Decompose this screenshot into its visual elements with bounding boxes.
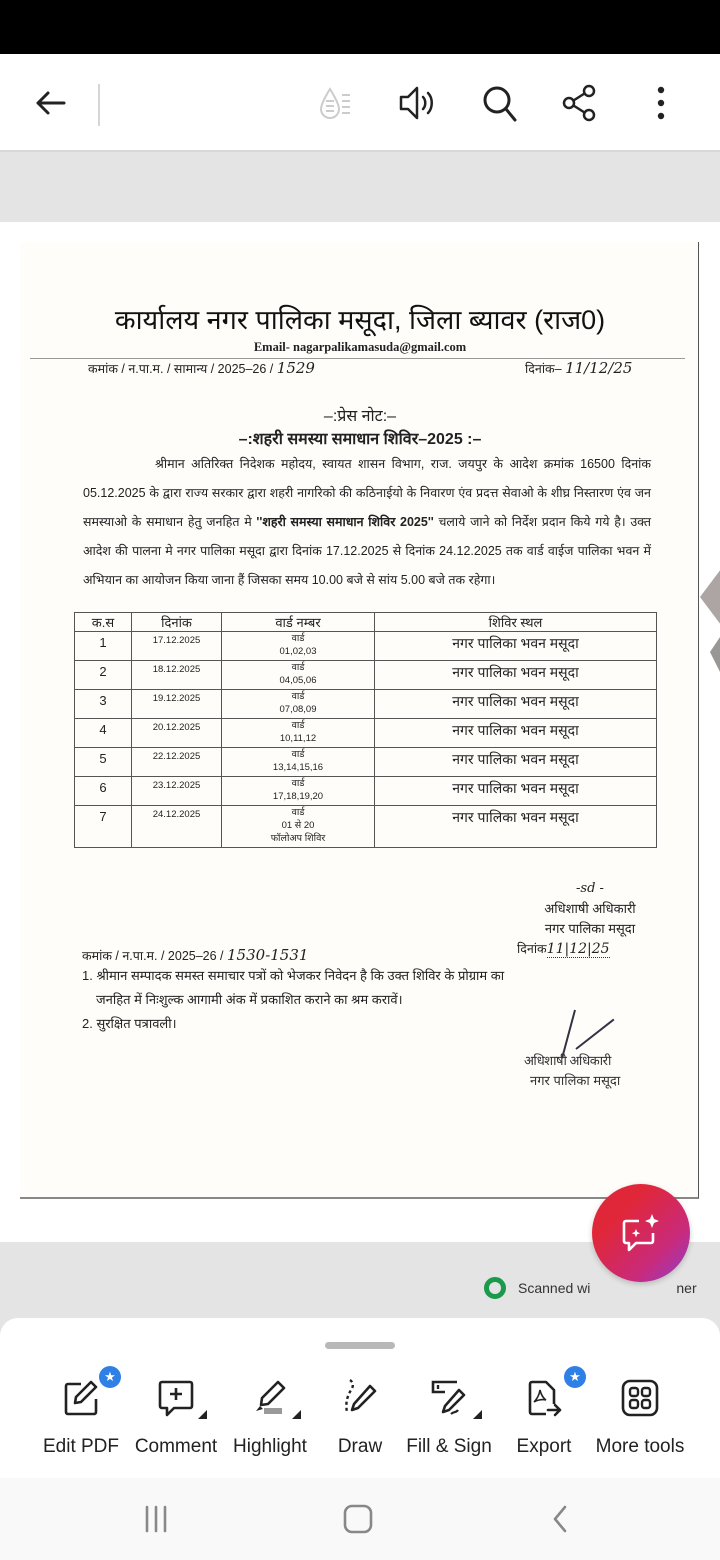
tool-export[interactable] — [496, 1369, 592, 1466]
table-row — [75, 719, 657, 748]
date-prefix: दिनांक– — [525, 362, 562, 376]
signatory-office: नगर पालिका मसूदा — [544, 921, 636, 936]
reference-number — [88, 359, 315, 377]
office-email: Email- nagarpalikamasuda@gmail.com — [253, 340, 467, 354]
search-button[interactable] — [480, 83, 520, 123]
system-back-icon — [548, 1504, 572, 1534]
cell-serial: 2 — [75, 661, 132, 690]
table-row — [75, 690, 657, 719]
stamp-office: नगर पालिका मसूदा — [530, 1073, 621, 1088]
tool-edit-pdf[interactable] — [33, 1369, 129, 1466]
scan-shadow — [710, 622, 720, 692]
tool-more-tools[interactable] — [592, 1376, 688, 1466]
signature-date-prefix: दिनांक — [517, 942, 547, 956]
cell-serial: 3 — [75, 690, 132, 719]
col-venue: शिविर स्थल — [375, 613, 657, 632]
home-icon — [342, 1503, 374, 1535]
more-options-button[interactable] — [641, 83, 681, 123]
read-aloud-icon — [398, 83, 438, 123]
tool-label: Export — [516, 1436, 572, 1457]
table-row — [75, 632, 657, 661]
new-feature-badge-icon: ★ — [564, 1366, 586, 1388]
cell-ward — [222, 661, 375, 690]
liquid-mode-button[interactable] — [318, 83, 358, 123]
ward-label: वार्ड — [291, 662, 305, 673]
ward-numbers: 01,02,03 — [279, 646, 317, 657]
office-title: कार्यालय नगर पालिका मसूदा, जिला ब्यावर (राज0) — [114, 305, 606, 335]
note-item: 2. सुरक्षित पत्रावली। — [82, 1016, 177, 1031]
body-text-1: श्रीमान अतिरिक्त निदेशक महोदय, स्वायत शासन विभाग, राज. जयपुर के आदेश क्रमांक 16500 दिनांक 05.12.2025 के द्वारा राज्य सरकार द्वारा शहरी नागरिको की कठिनाईयो के निवारण एंव प्रदत्त सेवाओ के शीघ्र निस्तारण एंव जन समस्याओ के समाधान हेतु जनहित मे — [83, 457, 651, 529]
schedule-table — [74, 612, 657, 848]
col-ward: वार्ड नम्बर — [222, 613, 375, 632]
more-tools-grid-icon — [620, 1378, 660, 1418]
cell-date: 22.12.2025 — [132, 748, 222, 777]
cell-date: 23.12.2025 — [132, 777, 222, 806]
ward-label: वार्ड — [291, 749, 305, 760]
draw-icon — [340, 1378, 380, 1418]
sheet-drag-handle[interactable] — [325, 1342, 395, 1349]
cell-venue: नगर पालिका भवन मसूदा — [375, 777, 657, 806]
dropdown-indicator-icon — [292, 1410, 301, 1419]
cell-date: 20.12.2025 — [132, 719, 222, 748]
note-item-continued: जनहित में निःशुल्क आगामी अंक में प्रकाशित कराने का श्रम करावें। — [96, 992, 403, 1007]
ward-label: वार्ड — [291, 691, 305, 702]
cell-ward — [222, 777, 375, 806]
scanner-watermark — [484, 1278, 697, 1298]
dropdown-indicator-icon — [473, 1410, 482, 1419]
recent-apps-icon — [141, 1504, 171, 1534]
scanner-text-end: ner — [676, 1280, 697, 1296]
tool-label: Draw — [337, 1436, 383, 1457]
highlight-icon — [250, 1378, 290, 1418]
export-pdf-icon — [524, 1378, 564, 1418]
signature-block-1 — [530, 879, 650, 939]
scanner-logo-icon — [484, 1277, 506, 1299]
cell-ward — [222, 748, 375, 777]
body-text-2: चलाये जाने को निर्देश प्रदान किये गये है। उक्त आदेश की पालना मे नगर पालिका मसूदा द्वारा दिनांक 17.12.2025 से दिनांक 24.12.2025 तक वार्ड वाईज पालिका भवन में अभियान का आयोजन किया जाना हैं जिसका समय 10.00 बजे से सांय 5.00 बजे तक रहेगा। — [83, 515, 651, 587]
ward-numbers: 01 से 20 — [281, 820, 315, 831]
cell-date: 24.12.2025 — [132, 806, 222, 848]
press-note-heading: –:प्रेस नोट:– — [323, 408, 397, 425]
table-header-row — [75, 613, 657, 632]
signature-mark: -sd - — [576, 881, 604, 896]
date-handwritten: 11/12/25 — [565, 359, 633, 377]
cell-date: 17.12.2025 — [132, 632, 222, 661]
ward-numbers: 07,08,09 — [279, 704, 317, 715]
cell-ward — [222, 806, 375, 848]
tool-label: More tools — [595, 1436, 685, 1457]
reference2-prefix: कमांक / न.पा.म. / 2025–26 / — [82, 949, 224, 963]
scanner-text: Scanned wi — [518, 1280, 591, 1296]
reference2-handwritten: 1530-1531 — [227, 946, 309, 964]
cell-venue: नगर पालिका भवन मसूदा — [375, 748, 657, 777]
ward-numbers: 10,11,12 — [279, 733, 317, 744]
back-button[interactable] — [30, 83, 70, 123]
col-serial: क.स — [75, 613, 132, 632]
tool-comment[interactable] — [128, 1376, 224, 1466]
cell-venue: नगर पालिका भवन मसूदा — [375, 719, 657, 748]
document-viewer[interactable] — [0, 152, 720, 1312]
cell-serial: 4 — [75, 719, 132, 748]
signature-date — [517, 940, 610, 957]
tool-label: Fill & Sign — [406, 1436, 492, 1457]
scanned-letter — [20, 242, 699, 1199]
signature-block-2 — [520, 1010, 660, 1100]
cell-serial: 5 — [75, 748, 132, 777]
cell-venue: नगर पालिका भवन मसूदा — [375, 690, 657, 719]
fill-sign-icon — [429, 1378, 469, 1418]
cell-ward — [222, 632, 375, 661]
body-paragraph — [83, 450, 651, 595]
ai-assistant-button[interactable] — [592, 1184, 690, 1282]
pdf-page — [0, 222, 720, 1296]
share-button[interactable] — [560, 83, 600, 123]
signature-stroke — [575, 1019, 614, 1050]
liquid-mode-icon — [318, 83, 358, 123]
cell-date: 19.12.2025 — [132, 690, 222, 719]
share-icon — [561, 84, 599, 122]
cell-date: 18.12.2025 — [132, 661, 222, 690]
dropdown-indicator-icon — [198, 1410, 207, 1419]
reference-handwritten: 1529 — [276, 359, 315, 377]
more-options-icon — [656, 85, 666, 121]
signatory-designation: अधिशाषी अधिकारी — [544, 901, 636, 916]
ward-numbers: 17,18,19,20 — [272, 791, 324, 802]
cell-serial: 7 — [75, 806, 132, 848]
note-item: 1. श्रीमान सम्पादक समस्त समाचार पत्रों को भेजकर निवेदन है कि उक्त शिविर के प्रोग्राम का — [82, 968, 505, 983]
edit-pdf-icon — [61, 1378, 101, 1418]
ward-label: वार्ड — [291, 807, 305, 818]
tool-label: Highlight — [233, 1436, 307, 1457]
table-row — [75, 806, 657, 848]
letter-date — [525, 359, 632, 377]
system-navigation-bar — [0, 1478, 720, 1560]
system-back-button[interactable] — [540, 1502, 580, 1536]
tool-fill-sign[interactable] — [401, 1376, 497, 1466]
tools-sheet — [0, 1318, 720, 1478]
ward-label: वार्ड — [291, 633, 305, 644]
recent-apps-button[interactable] — [136, 1502, 176, 1536]
ward-numbers: 04,05,06 — [279, 675, 317, 686]
cell-serial: 1 — [75, 632, 132, 661]
table-row — [75, 748, 657, 777]
cell-serial: 6 — [75, 777, 132, 806]
cell-ward — [222, 690, 375, 719]
col-date: दिनांक — [132, 613, 222, 632]
search-icon — [481, 84, 519, 122]
toolbar-divider — [98, 84, 100, 126]
ward-label: वार्ड — [291, 720, 305, 731]
subject-heading: –:शहरी समस्या समाधान शिविर–2025 :– — [238, 431, 482, 448]
new-feature-badge-icon: ★ — [99, 1366, 121, 1388]
status-bar — [0, 0, 720, 54]
read-aloud-button[interactable] — [398, 83, 438, 123]
ward-note: फॉलोअप शिविर — [270, 833, 326, 844]
cell-ward — [222, 719, 375, 748]
table-row — [75, 661, 657, 690]
comment-icon — [156, 1378, 196, 1418]
signature-date-handwritten: 11|12|25 — [546, 941, 610, 957]
ward-numbers: 13,14,15,16 — [272, 762, 324, 773]
back-arrow-icon — [32, 85, 68, 121]
ai-chat-sparkle-icon — [619, 1211, 663, 1255]
tool-label: Edit PDF — [42, 1436, 120, 1457]
home-button[interactable] — [338, 1502, 378, 1536]
cell-venue: नगर पालिका भवन मसूदा — [375, 661, 657, 690]
body-text-bold: ''शहरी समस्या समाधान शिविर 2025'' — [256, 515, 434, 529]
stamp-designation: अधिशाषी अधिकारी — [524, 1053, 611, 1068]
ward-label: वार्ड — [291, 778, 305, 789]
table-row — [75, 777, 657, 806]
reference-number-2 — [82, 946, 308, 964]
reference-prefix: कमांक / न.पा.म. / सामान्य / 2025–26 / — [88, 362, 274, 376]
cell-venue: नगर पालिका भवन मसूदा — [375, 632, 657, 661]
cell-venue: नगर पालिका भवन मसूदा — [375, 806, 657, 848]
top-app-bar — [0, 54, 720, 152]
tool-label: Comment — [134, 1436, 218, 1457]
